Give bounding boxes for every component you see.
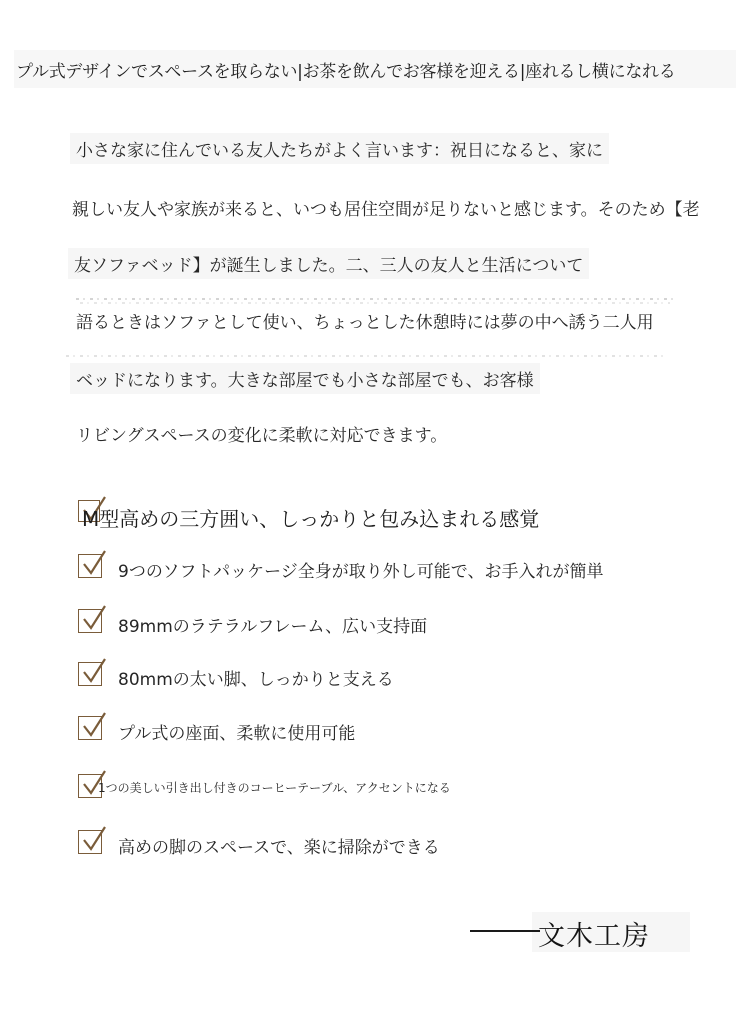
signature-dash	[470, 930, 540, 932]
scan-artifact	[66, 355, 666, 357]
feature-item-text: プル式の座面、柔軟に使用可能	[118, 724, 356, 744]
checkbox-icon	[78, 662, 102, 686]
brand-signature: 文木工房	[538, 921, 650, 952]
intro-line-3: 友ソファベッド】が誕生しました。二、三人の友人と生活について	[68, 248, 589, 279]
feature-item-text: 89mmのラテラルフレーム、広い支持面	[118, 617, 428, 637]
checkbox-icon	[78, 830, 102, 854]
intro-line-1: 小さな家に住んでいる友人たちがよく言います：祝日になると、家に	[70, 133, 609, 164]
intro-line-5: ベッドになります。大きな部屋でも小さな部屋でも、お客様	[70, 363, 540, 394]
checkbox-icon	[78, 554, 102, 578]
feature-heading: M型高めの三方囲い、しっかりと包み込まれる感覚	[82, 507, 540, 531]
feature-item-text: 80mmの太い脚、しっかりと支える	[118, 670, 394, 690]
scan-artifact	[76, 298, 676, 300]
header-title: プル式デザインでスペースを取らない|お茶を飲んでお客様を迎える|座れるし横になれる	[16, 62, 676, 82]
intro-line-4: 語るときはソファとして使い、ちょっとした休憩時には夢の中へ誘う二人用	[70, 305, 660, 336]
scan-artifact	[80, 302, 670, 304]
checkbox-icon	[78, 609, 102, 633]
feature-item-text: 1つの美しい引き出し付きのコーヒーテーブル、アクセントになる	[98, 781, 451, 795]
intro-line-6: リビングスペースの変化に柔軟に対応できます。	[70, 418, 453, 449]
feature-item-text: 高めの脚のスペースで、楽に掃除ができる	[118, 838, 440, 858]
feature-item-text: 9つのソフトパッケージ全身が取り外し可能で、お手入れが簡単	[118, 562, 604, 582]
checkbox-icon	[78, 716, 102, 740]
intro-line-2: 親しい友人や家族が来ると、いつも居住空間が足りないと感じます。そのため【老	[66, 192, 706, 223]
